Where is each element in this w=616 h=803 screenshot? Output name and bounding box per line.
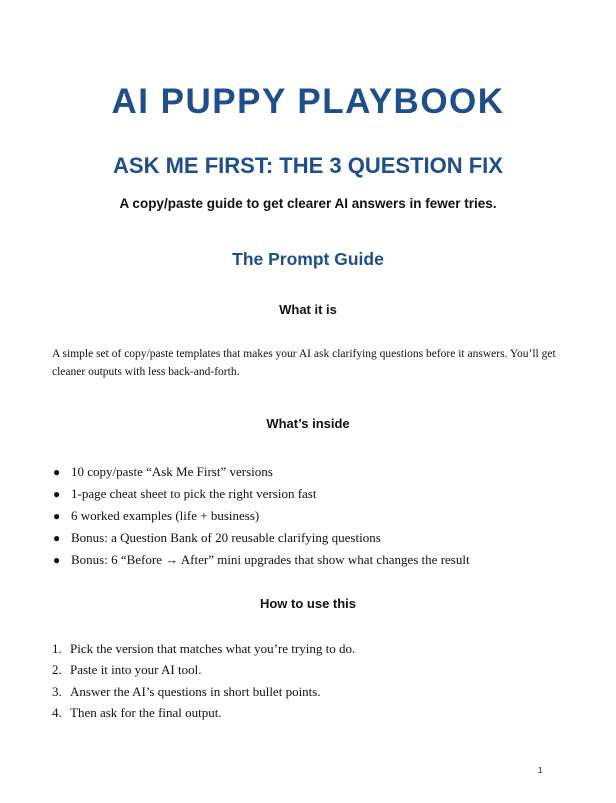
step-number: 4.	[52, 704, 62, 720]
step-text: Answer the AI’s questions in short bullet points.	[70, 683, 321, 699]
list-item-text: Bonus: a Question Bank of 20 reusable clarifying questions	[71, 530, 381, 545]
bullet-icon: ●	[53, 509, 61, 523]
document-tagline: A copy/paste guide to get clearer AI answers in fewer tries.	[119, 196, 497, 211]
bullet-icon: ●	[53, 531, 61, 545]
list-item-text: Bonus: 6 “Before → After” mini upgrades that show what changes the result	[71, 552, 470, 567]
bullet-icon: ●	[53, 465, 61, 479]
step-text: Then ask for the final output.	[70, 704, 222, 720]
step-text: Paste it into your AI tool.	[70, 662, 202, 678]
list-item-text: 6 worked examples (life + business)	[71, 508, 260, 523]
bullet-icon: ●	[53, 487, 61, 501]
how-to-use-list	[52, 638, 572, 723]
document-title: AI PUPPY PLAYBOOK	[111, 82, 505, 121]
list-item-text: 10 copy/paste “Ask Me First” versions	[71, 464, 273, 479]
list-item	[52, 549, 582, 571]
whats-inside-list	[52, 461, 582, 571]
step-item	[52, 681, 572, 702]
step-number: 1.	[52, 641, 62, 656]
step-number: 3.	[52, 683, 62, 699]
step-item	[52, 638, 572, 659]
how-to-use-heading: How to use this	[259, 596, 357, 611]
list-item	[52, 527, 582, 549]
what-it-is-heading: What it is	[279, 302, 337, 317]
step-text: Pick the version that matches what you’re trying to do.	[70, 641, 356, 656]
step-item	[52, 702, 572, 723]
section-title: The Prompt Guide	[232, 249, 384, 269]
whats-inside-heading: What’s inside	[266, 416, 350, 431]
step-item	[52, 659, 572, 680]
what-it-is-paragraph: A simple set of copy/paste templates that makes your AI ask clarifying questions before it answers. You’ll get cleaner outputs with less back-and-forth.	[52, 348, 556, 378]
page-number: 1	[538, 766, 543, 775]
bullet-icon: ●	[53, 553, 61, 567]
list-item	[52, 505, 582, 527]
list-item	[52, 483, 582, 505]
list-item	[52, 461, 582, 483]
document-subtitle: ASK ME FIRST: THE 3 QUESTION FIX	[113, 153, 503, 178]
list-item-text: 1-page cheat sheet to pick the right version fast	[71, 486, 317, 501]
step-number: 2.	[52, 662, 62, 678]
